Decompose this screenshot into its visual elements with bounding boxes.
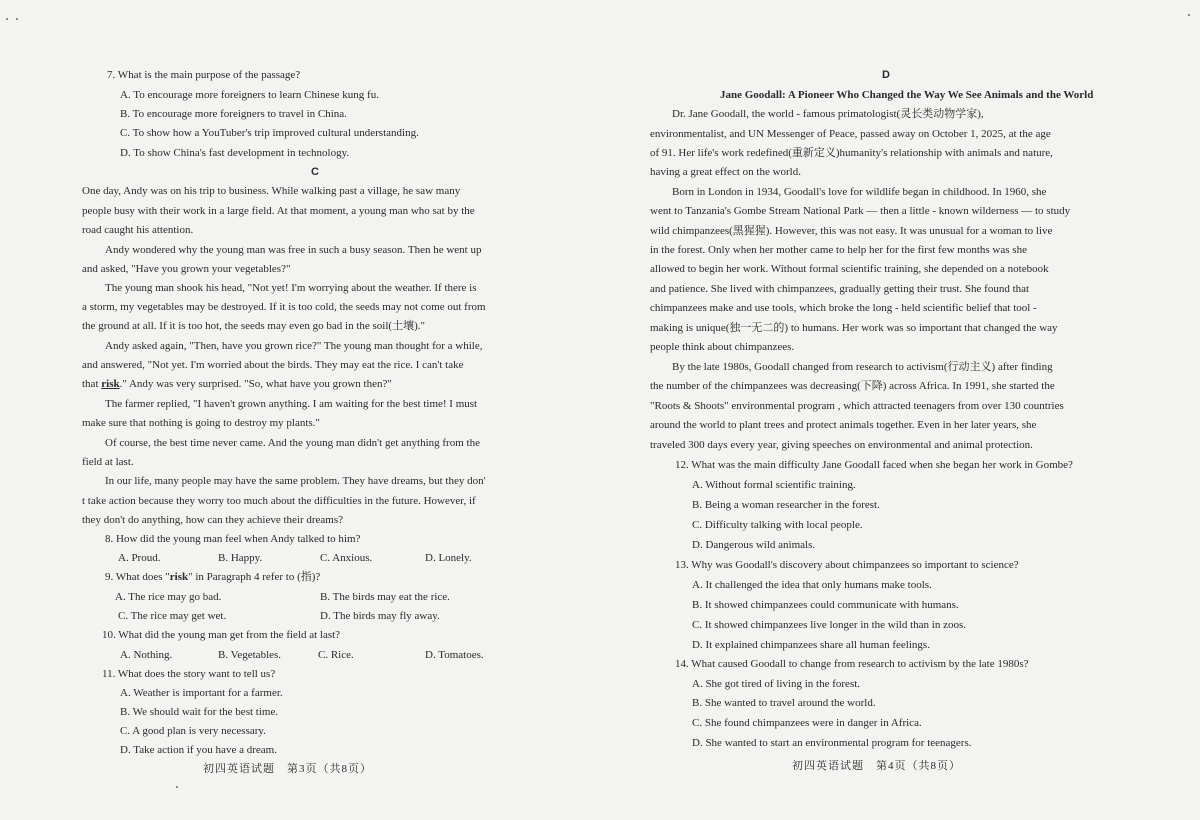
passage-d-line: traveled 300 days every year, giving speeches on environmental and animal protection. — [650, 439, 1033, 451]
q7-stem: 7. What is the main purpose of the passage? — [107, 69, 301, 81]
passage-d-line: having a great effect on the world. — [650, 166, 801, 178]
risk-keyword: risk — [101, 378, 120, 390]
q10-stem: 10. What did the young man get from the field at last? — [102, 629, 341, 641]
passage-c-line — [82, 377, 392, 391]
q14-option-c: C. She found chimpanzees were in danger in Africa. — [692, 717, 922, 729]
q14-option-b: B. She wanted to travel around the world. — [692, 697, 876, 709]
q10-option-b: B. Vegetables. — [218, 649, 282, 661]
scan-speck — [6, 18, 8, 20]
q9-option-d: D. The birds may fly away. — [320, 610, 440, 622]
passage-d-line: allowed to begin her work. Without formal scientific training, she depended on a notebook — [650, 263, 1049, 275]
page-footer-right: 初四英语试题 第4页（共8页） — [792, 760, 961, 772]
q14-option-a: A. She got tired of living in the forest. — [692, 678, 861, 690]
passage-d-line: chimpanzees make and use tools, which broke the long - held scientific belief that tool - — [650, 302, 1037, 314]
passage-c-line: The young man shook his head, "Not yet! I'm worrying about the weather. If there is — [105, 282, 477, 294]
q9-stem-text: 9. What does " — [105, 571, 170, 583]
section-d-heading: D — [882, 69, 890, 81]
scan-speck — [1188, 14, 1190, 16]
q12-stem: 12. What was the main difficulty Jane Goodall faced when she began her work in Gombe? — [675, 459, 1073, 471]
q11-option-d: D. Take action if you have a dream. — [120, 744, 277, 756]
q14-stem: 14. What caused Goodall to change from research to activism by the late 1980s? — [675, 658, 1029, 670]
q9-option-b: B. The birds may eat the rice. — [320, 591, 450, 603]
q13-stem: 13. Why was Goodall's discovery about chimpanzees so important to science? — [675, 559, 1019, 571]
passage-c-line: a storm, my vegetables may be destroyed. If it is too cold, the seeds may not come out from — [82, 301, 486, 313]
q9-stem — [105, 570, 320, 584]
right-page — [600, 0, 1200, 820]
passage-c-line: people busy with their work in a large field. At that moment, a young man who sat by the — [82, 205, 475, 217]
section-c-heading: C — [311, 166, 319, 178]
passage-c-text: ." Andy was very surprised. "So, what have you grown then?" — [119, 378, 392, 390]
scan-speck — [176, 786, 178, 788]
q9-risk-word: risk — [169, 571, 189, 583]
q11-option-a: A. Weather is important for a farmer. — [120, 687, 283, 699]
passage-d-line: of 91. Her life's work redefined(重新定义)humanity's relationship with animals and nature, — [650, 147, 1053, 159]
passage-c-line: and asked, "Have you grown your vegetables?" — [82, 263, 291, 275]
passage-c-line: field at last. — [82, 456, 134, 468]
passage-c-line: the ground at all. If it is too hot, the seeds may even go bad in the soil(土壤)." — [82, 320, 425, 332]
q13-option-c: C. It showed chimpanzees live longer in the wild than in zoos. — [692, 619, 967, 631]
q11-option-c: C. A good plan is very necessary. — [120, 725, 266, 737]
passage-d-line: people think about chimpanzees. — [650, 341, 795, 353]
passage-c-line: Of course, the best time never came. And the young man didn't get anything from the — [105, 437, 480, 449]
q12-option-d: D. Dangerous wild animals. — [692, 539, 816, 551]
q10-option-a: A. Nothing. — [120, 649, 173, 661]
passage-d-title: Jane Goodall: A Pioneer Who Changed the Way We See Animals and the World — [720, 89, 1094, 101]
q8-option-b: B. Happy. — [218, 552, 263, 564]
passage-d-line: around the world to plant trees and protect animals together. Even in her later years, she — [650, 419, 1037, 431]
passage-c-line: One day, Andy was on his trip to business. While walking past a village, he saw many — [82, 185, 461, 197]
passage-c-line: make sure that nothing is going to destroy my plants." — [82, 417, 320, 429]
passage-c-line: The farmer replied, "I haven't grown anything. I am waiting for the best time! I must — [105, 398, 478, 410]
q12-option-c: C. Difficulty talking with local people. — [692, 519, 863, 531]
q10-option-c: C. Rice. — [318, 649, 354, 661]
passage-d-line: "Roots & Shoots" environmental program , which attracted teenagers from over 130 countries — [650, 400, 1064, 412]
q13-option-b: B. It showed chimpanzees could communicate with humans. — [692, 599, 959, 611]
q8-option-a: A. Proud. — [118, 552, 161, 564]
passage-c-text: that — [82, 378, 102, 390]
q9-option-c: C. The rice may get wet. — [118, 610, 227, 622]
q9-option-a: A. The rice may go bad. — [115, 591, 222, 603]
passage-d-line: By the late 1980s, Goodall changed from research to activism(行动主义) after finding — [672, 361, 1053, 373]
q14-option-d: D. She wanted to start an environmental program for teenagers. — [692, 737, 972, 749]
q12-option-b: B. Being a woman researcher in the forest. — [692, 499, 880, 511]
passage-d-line: Born in London in 1934, Goodall's love for wildlife began in childhood. In 1960, she — [672, 186, 1047, 198]
q9-stem-text: " in Paragraph 4 refer to (指)? — [188, 571, 321, 583]
passage-d-line: wild chimpanzees(黑猩猩). However, this was not easy. It was unusual for a woman to live — [650, 225, 1053, 237]
passage-c-line: Andy asked again, "Then, have you grown rice?" The young man thought for a while, — [105, 340, 483, 352]
passage-d-line: went to Tanzania's Gombe Stream National Park — then a little - known wilderness — to study — [650, 205, 1071, 217]
passage-d-line: Dr. Jane Goodall, the world - famous primatologist(灵长类动物学家), — [672, 108, 984, 120]
q7-option-d: D. To show China's fast development in technology. — [120, 147, 350, 159]
q8-option-d: D. Lonely. — [425, 552, 472, 564]
scan-speck — [16, 18, 18, 20]
passage-d-line: in the forest. Only when her mother came to help her for the first few months was she — [650, 244, 1027, 256]
q7-option-a: A. To encourage more foreigners to learn Chinese kung fu. — [120, 89, 379, 101]
q12-option-a: A. Without formal scientific training. — [692, 479, 856, 491]
passage-c-line: Andy wondered why the young man was free in such a busy season. Then he went up — [105, 244, 482, 256]
passage-c-line: and answered, "Not yet. I'm worried about the birds. They may eat the rice. I can't take — [82, 359, 464, 371]
q11-stem: 11. What does the story want to tell us? — [102, 668, 276, 680]
passage-d-line: and patience. She lived with chimpanzees, gradually getting their trust. She found that — [650, 283, 1030, 295]
passage-c-line: t take action because they worry too much about the difficulties in the future. However, if — [82, 495, 476, 507]
q8-stem: 8. How did the young man feel when Andy talked to him? — [105, 533, 361, 545]
q7-option-c: C. To show how a YouTuber's trip improved cultural understanding. — [120, 127, 419, 139]
q13-option-a: A. It challenged the idea that only humans make tools. — [692, 579, 932, 591]
passage-d-line: environmentalist, and UN Messenger of Peace, passed away on October 1, 2025, at the age — [650, 128, 1051, 140]
q11-option-b: B. We should wait for the best time. — [120, 706, 279, 718]
q8-option-c: C. Anxious. — [320, 552, 373, 564]
passage-d-line: making is unique(独一无二的) to humans. Her work was so important that changed the way — [650, 322, 1058, 334]
q10-option-d: D. Tomatoes. — [425, 649, 484, 661]
passage-c-line: In our life, many people may have the same problem. They have dreams, but they don' — [105, 475, 486, 487]
q7-option-b: B. To encourage more foreigners to travel in China. — [120, 108, 347, 120]
passage-c-line: road caught his attention. — [82, 224, 194, 236]
page-footer-left: 初四英语试题 第3页（共8页） — [203, 763, 372, 775]
passage-d-line: the number of the chimpanzees was decreasing(下降) across Africa. In 1991, she started the — [650, 380, 1055, 392]
passage-c-line: they don't do anything, how can they achieve their dreams? — [82, 514, 344, 526]
q13-option-d: D. It explained chimpanzees share all human feelings. — [692, 639, 930, 651]
